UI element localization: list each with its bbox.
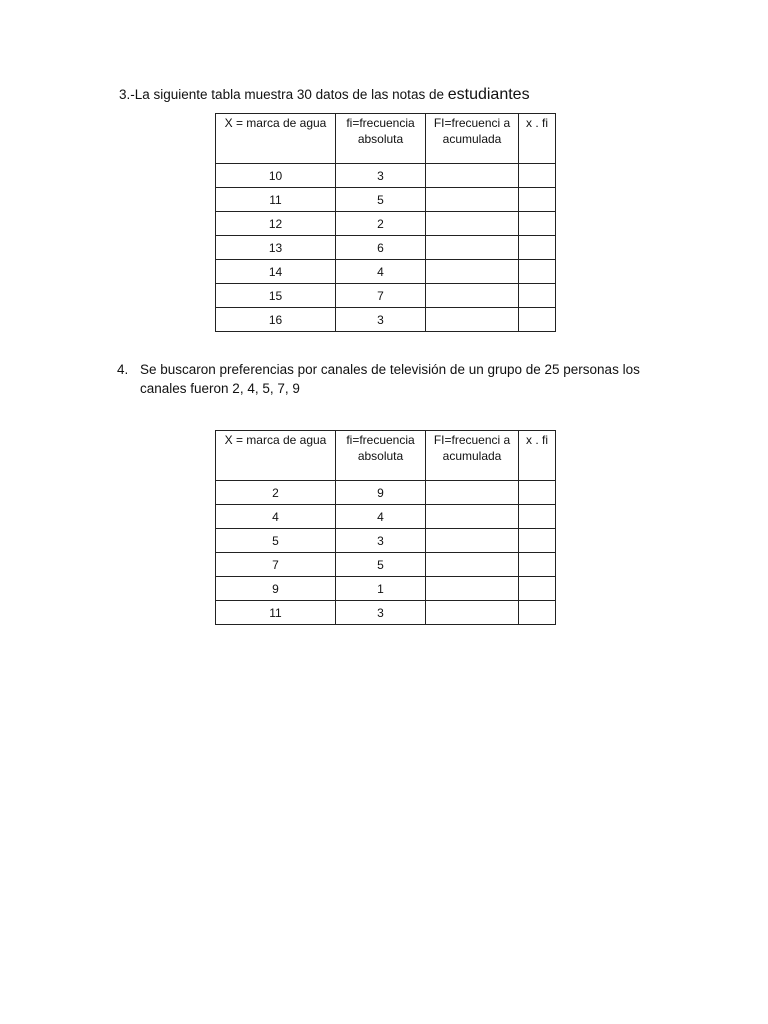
cell-fi-acumulada <box>426 284 519 308</box>
cell-fi: 3 <box>336 529 426 553</box>
cell-fi: 3 <box>336 308 426 332</box>
cell-fi-acumulada <box>426 601 519 625</box>
cell-fi: 9 <box>336 481 426 505</box>
cell-fi: 6 <box>336 236 426 260</box>
table-row <box>216 505 556 529</box>
cell-x: 9 <box>216 577 336 601</box>
cell-x: 11 <box>216 601 336 625</box>
cell-fi-acumulada <box>426 164 519 188</box>
table-row <box>216 529 556 553</box>
cell-x-fi <box>519 284 556 308</box>
table-row <box>216 481 556 505</box>
cell-x-fi <box>519 553 556 577</box>
cell-fi-acumulada <box>426 505 519 529</box>
cell-fi: 2 <box>336 212 426 236</box>
cell-x-fi <box>519 164 556 188</box>
cell-fi-acumulada <box>426 529 519 553</box>
cell-x: 5 <box>216 529 336 553</box>
cell-fi: 7 <box>336 284 426 308</box>
cell-x: 14 <box>216 260 336 284</box>
header-marca-de-agua: X = marca de agua <box>216 114 336 164</box>
cell-x: 13 <box>216 236 336 260</box>
table-row <box>216 188 556 212</box>
header-x-por-fi: x . fi <box>519 431 556 481</box>
cell-fi-acumulada <box>426 577 519 601</box>
header-frecuencia-acumulada: FI=frecuenci a acumulada <box>426 431 519 481</box>
cell-x-fi <box>519 308 556 332</box>
table-row <box>216 260 556 284</box>
header-x-por-fi: x . fi <box>519 114 556 164</box>
cell-fi: 5 <box>336 553 426 577</box>
cell-x-fi <box>519 601 556 625</box>
question-3-title-word: estudiantes <box>447 86 530 103</box>
frequency-table-q3 <box>215 113 556 332</box>
header-marca-de-agua: X = marca de agua <box>216 431 336 481</box>
question-3-title-text: 3.-La siguiente tabla muestra 30 datos de las notas de <box>119 87 444 102</box>
cell-x: 10 <box>216 164 336 188</box>
table-row <box>216 284 556 308</box>
header-frecuencia-absoluta: fi=frecuencia absoluta <box>336 114 426 164</box>
cell-fi: 4 <box>336 505 426 529</box>
table-header-row <box>216 114 556 164</box>
table-row <box>216 577 556 601</box>
cell-fi-acumulada <box>426 236 519 260</box>
cell-x: 16 <box>216 308 336 332</box>
cell-fi: 3 <box>336 164 426 188</box>
cell-x: 15 <box>216 284 336 308</box>
table-row <box>216 601 556 625</box>
cell-x-fi <box>519 505 556 529</box>
cell-x-fi <box>519 212 556 236</box>
cell-fi: 5 <box>336 188 426 212</box>
header-frecuencia-acumulada: FI=frecuenci a acumulada <box>426 114 519 164</box>
cell-fi-acumulada <box>426 260 519 284</box>
cell-x-fi <box>519 481 556 505</box>
table-row <box>216 164 556 188</box>
cell-x-fi <box>519 236 556 260</box>
cell-fi-acumulada <box>426 481 519 505</box>
cell-fi: 3 <box>336 601 426 625</box>
question-4 <box>117 360 677 398</box>
cell-x-fi <box>519 577 556 601</box>
cell-x: 7 <box>216 553 336 577</box>
table-row <box>216 212 556 236</box>
question-3-title <box>119 86 530 104</box>
header-frecuencia-absoluta: fi=frecuencia absoluta <box>336 431 426 481</box>
cell-x-fi <box>519 260 556 284</box>
frequency-table-q4 <box>215 430 556 625</box>
cell-fi-acumulada <box>426 188 519 212</box>
cell-x: 12 <box>216 212 336 236</box>
table-row <box>216 236 556 260</box>
cell-x: 4 <box>216 505 336 529</box>
cell-fi-acumulada <box>426 308 519 332</box>
cell-fi-acumulada <box>426 212 519 236</box>
cell-x: 2 <box>216 481 336 505</box>
question-4-number: 4. <box>117 362 129 377</box>
cell-x-fi <box>519 529 556 553</box>
question-4-text: Se buscaron preferencias por canales de televisión de un grupo de 25 personas los canales fueron 2, 4, 5, 7, 9 <box>140 362 640 396</box>
table-row <box>216 308 556 332</box>
cell-x: 11 <box>216 188 336 212</box>
cell-fi: 1 <box>336 577 426 601</box>
table-header-row <box>216 431 556 481</box>
table-row <box>216 553 556 577</box>
cell-fi-acumulada <box>426 553 519 577</box>
cell-x-fi <box>519 188 556 212</box>
cell-fi: 4 <box>336 260 426 284</box>
